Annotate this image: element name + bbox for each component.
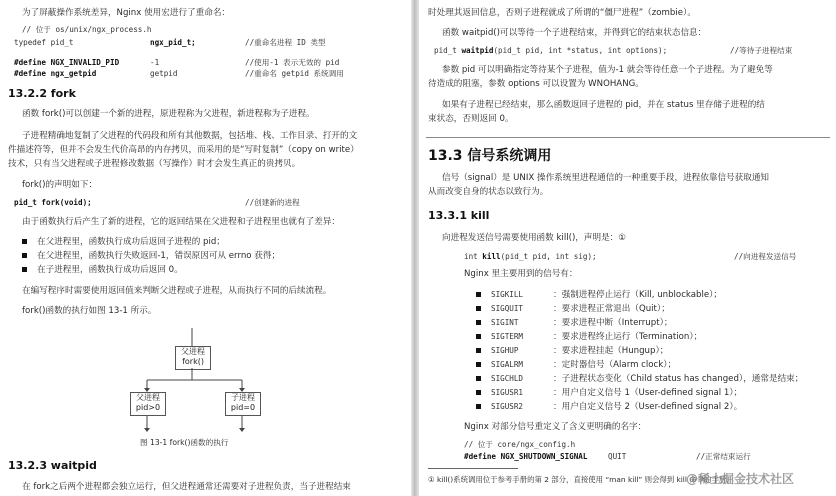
code-typedef-comment: //重命名进程 ID 类型 (245, 38, 326, 47)
bullet-square-icon (476, 362, 481, 367)
return-text-b: 束状态，否则返回 0。 (428, 114, 514, 124)
footnote-rule (428, 468, 518, 469)
pid-param-text-b: 待造成的阻塞，参数 options 可以设置为 WNOHANG。 (428, 79, 644, 89)
program-text: 在编写程序时需要使用返回值来判断父进程或子进程，从而执行不同的后续流程。 (22, 286, 332, 296)
signal-name: SIGUSR1 (491, 388, 524, 397)
kill-decl-comment: //向进程发送信号 (734, 252, 797, 261)
signal-name: SIGHUP (491, 346, 519, 355)
signal-name: SIGUSR2 (491, 402, 524, 411)
signal-desc: ：定时器信号（Alarm clock）； (553, 360, 677, 370)
parent-box-label: 父进程 (181, 347, 205, 356)
bullet-square-icon (476, 320, 481, 325)
signal-desc: ：子进程状态变化（Child status has changed），通常是结束； (553, 374, 804, 384)
parent-box-fork: fork() (182, 357, 204, 366)
kill-desc-text: 向进程发送信号需要使用函数 kill()，声明是：① (442, 233, 626, 243)
figure-ref-text: fork()函数的执行如图 13-1 所示。 (22, 306, 157, 316)
code-typedef: typedef pid_t (14, 38, 74, 47)
figure-fork-diagram (130, 328, 310, 448)
bullet-square-icon (476, 390, 481, 395)
figure-caption: 图 13-1 fork()函数的执行 (140, 438, 229, 447)
signal-item (476, 303, 670, 315)
signal-desc: ：用户自定义信号 2（User-defined signal 2）。 (553, 402, 743, 412)
watermark-text: @稀土掘金技术社区 (686, 472, 795, 486)
child-branch-label: 子进程 (231, 393, 255, 402)
bullet-square-icon (476, 404, 481, 409)
fork-decl-code: pid_t fork(void); (14, 198, 92, 207)
bullet-item (22, 250, 280, 262)
intro-text: 为了屏蔽操作系统差异，Nginx 使用宏进行了重命名： (22, 8, 231, 18)
signal-desc: ：要求进程正常退出（Quit）； (553, 304, 670, 314)
fork-return-text: 由于函数执行后产生了新的进程，它的返回结果在父进程和子进程里也就有了差异： (22, 217, 340, 227)
signal-desc: ：要求进程终止运行（Termination）； (553, 332, 703, 342)
right-page (418, 0, 836, 496)
signal-desc: ：要求进程挂起（Hungup）； (553, 346, 669, 356)
signal-name: SIGKILL (491, 290, 524, 299)
figure-arrows (130, 328, 310, 448)
signal-name: SIGCHLD (491, 374, 524, 383)
bullet-square-icon (476, 334, 481, 339)
heading-waitpid: 13.2.3 waitpid (8, 459, 97, 472)
bullet-square-icon (476, 292, 481, 297)
fork-para-2b: 件描述符等，但并不会发生代价高昂的内存拷贝，而采用的是“写时复制”（copy on write） (8, 145, 359, 155)
code-define-getpid-val: getpid (150, 69, 178, 78)
left-page (0, 0, 412, 496)
bullet-square-icon (22, 267, 27, 272)
heading-fork: 13.2.2 fork (8, 87, 76, 100)
code-define-getpid: #define ngx_getpid (14, 69, 97, 78)
signals-intro-text: Nginx 里主要用到的信号有： (464, 269, 578, 279)
signal-name: SIGINT (491, 318, 519, 327)
signal-name: SIGTERM (491, 332, 524, 341)
signal-item (476, 331, 702, 343)
signal-item (476, 359, 676, 371)
fork-decl-comment: //创建新的进程 (245, 198, 300, 207)
child-process-box (225, 392, 261, 416)
section-rule (426, 137, 830, 138)
config-comment: // 位于 core/ngx_config.h (464, 440, 576, 449)
config-define-value: QUIT (608, 452, 627, 461)
parent-branch-pid: pid>0 (135, 403, 161, 412)
signal-item (476, 345, 668, 357)
bullet-text: 在父进程里，函数执行失败返回-1，错误原因可从 errno 获得； (37, 251, 281, 261)
signal-item (476, 373, 803, 385)
code-comment: // 位于 os/unix/ngx_process.h (22, 25, 152, 34)
signal-desc-b: 从而改变自身的状态以致行为。 (428, 187, 549, 197)
code-define-invalid-val: -1 (150, 58, 160, 67)
config-define-comment: //正常结束运行 (696, 452, 751, 461)
fork-para-2a: 子进程精确地复制了父进程的代码段和所有其他数据，包括堆、栈、工作目录、打开的文 (22, 131, 358, 141)
signal-item (476, 387, 742, 399)
bullet-text: 在子进程里，函数执行成功后返回 0。 (37, 265, 183, 275)
code-typedef-name: ngx_pid_t; (150, 38, 196, 47)
bullet-square-icon (22, 253, 27, 258)
bullet-square-icon (476, 348, 481, 353)
bullet-square-icon (476, 306, 481, 311)
kill-decl-code: int kill(pid_t pid, int sig); (464, 252, 597, 261)
parent-branch-label: 父进程 (136, 393, 160, 402)
code-define-invalid-comment: //使用-1 表示无效的 pid (245, 58, 340, 67)
fork-decl-text: fork()的声明如下： (22, 180, 98, 190)
code-define-invalid: #define NGX_INVALID_PID (14, 58, 120, 67)
signal-desc: ：用户自定义信号 1（User-defined signal 1）； (553, 388, 743, 398)
bullet-item (22, 264, 183, 276)
heading-signal: 13.3 信号系统调用 (428, 148, 552, 164)
signal-desc: ：要求进程中断（Interrupt）； (553, 318, 673, 328)
bullet-square-icon (22, 239, 27, 244)
config-define: #define NGX_SHUTDOWN_SIGNAL (464, 452, 588, 461)
bullet-item (22, 236, 225, 248)
signal-item (476, 317, 672, 329)
child-parent-box (130, 392, 166, 416)
heading-kill: 13.3.1 kill (428, 209, 490, 222)
waitpid-decl-code: pid_t waitpid(pid_t pid, int *status, int options); (434, 46, 668, 55)
return-text-a: 如果有子进程已经结束，那么函数返回子进程的 pid，并在 status 里存储子进程的结 (442, 100, 765, 110)
signal-name: SIGALRM (491, 360, 524, 369)
signal-item (476, 289, 722, 301)
fork-para-1: 函数 fork()可以创建一个新的进程，原进程称为父进程，新进程称为子进程。 (22, 109, 315, 119)
signal-name: SIGQUIT (491, 304, 524, 313)
waitpid-decl-comment: //等待子进程结束 (730, 46, 793, 55)
signal-desc-a: 信号（signal）是 UNIX 操作系统里进程通信的一种重要手段，进程依靠信号获取通知 (442, 173, 770, 183)
nginx-signal-text: Nginx 对部分信号重定义了含义更明确的名字： (464, 422, 647, 432)
waitpid-intro-text: 在 fork之后两个进程都会独立运行，但父进程通常还需要对子进程负责，当子进程结束 (22, 482, 351, 492)
fork-para-2c: 技术，只有当父进程或子进程修改数据（写操作）时才会发生真正的贵拷贝。 (8, 159, 301, 169)
code-define-getpid-comment: //重命名 getpid 系统调用 (245, 69, 344, 78)
pid-param-text-a: 参数 pid 可以明确指定等待某个子进程，值为-1 就会等待任意一个子进程。为了避免等 (442, 65, 773, 75)
bullet-square-icon (476, 376, 481, 381)
zombie-text: 时处理其返回信息，否则子进程就成了所谓的“僵尸进程”（zombie）。 (428, 8, 696, 18)
waitpid-desc-text: 函数 waitpid()可以等待一个子进程结束，并得到它的结束状态信息： (442, 28, 707, 38)
bullet-text: 在父进程里，函数执行成功后返回子进程的 pid； (37, 237, 225, 247)
signal-item (476, 401, 742, 413)
signal-desc: ：强制进程停止运行（Kill, unblockable）； (553, 290, 723, 300)
child-branch-pid: pid=0 (230, 403, 256, 412)
footnote-text: ① kill()系统调用位于参考手册的第 2 部分，直接使用 “man kill” 则会得到 kill 命令的手册， (428, 475, 734, 484)
